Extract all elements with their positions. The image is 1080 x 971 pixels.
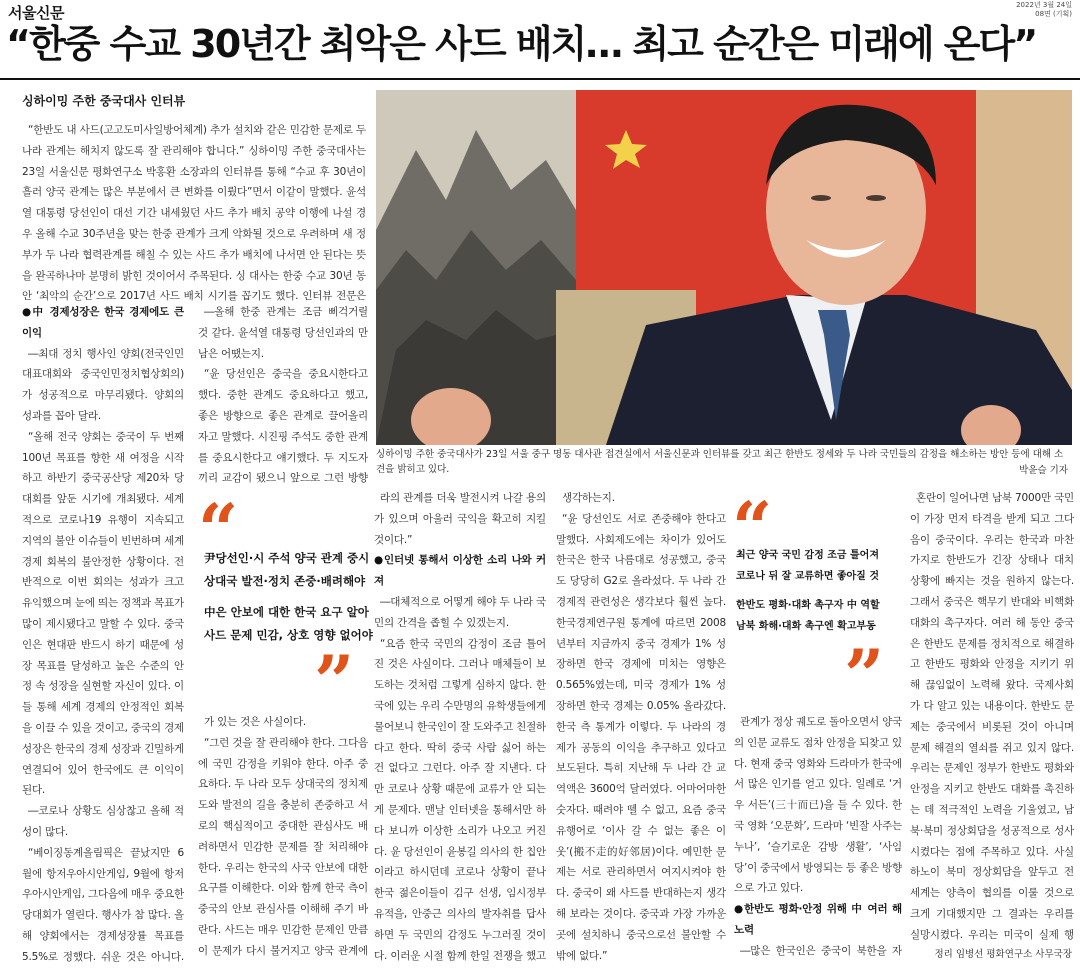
intro-paragraph xyxy=(22,120,366,310)
photo-credit: 박윤슬 기자 xyxy=(1019,465,1068,476)
byline: 정리 임병선 평화연구소 사무국장 xyxy=(934,949,1072,960)
headline: “한중 수교 30년간 최악은 사드 배치… 최고 순간은 미래에 온다” xyxy=(6,22,1037,66)
pull-quote-line: 한반도 평화·대화 촉구자 中 역할 xyxy=(736,600,880,611)
paragraph: “올해 전국 양회는 중국이 두 번째 100년 목표를 향한 새 여정을 시작하고 하반기 중국공산당 제20차 당대회를 앞둔 시기에 개최됐다. 세계적으로 코로나19 유행이 지속되고 지역의 불안 이슈들이 빈번하며 세계 경제 회복의 불안정한 상황이다. 전반적으로 이번 회의는 성과가 크고 유익했으며 눈에 띄는 정책과 목표가 많이 제시됐다고 말할 수 있다. 중국인은 현대판 반드시 하기 때문에 성장 목표를 달성하고 높은 수준의 안정 속 성장을 실현할 자신이 있다. 이들 통해 세계 경제의 안정적인 회복을 이끌 수 있을 것이고, 중국의 경제 성장은 한국의 경제 성장과 긴밀하게 연결되어 있어 한국에도 큰 이익이 된다. xyxy=(22,430,184,797)
paragraph: “요즘 한국 국민의 감정이 조금 틀어진 것은 사실이다. 그러나 매체들이 보도하는 것처럼 그렇게 심하지 않다. 한국에 있는 우리 수만명의 유학생들에게 물어보니 한국인이 잘 도와주고 친절하다고 한다. 딱히 중국 사람 싫어 하는 건 없다고 그런다. 아주 잘 지낸다. 다만 코로나 상황 때문에 교류가 안 되는 게 문제다. 맨날 인터넷을 통해서만 하다 보니까 이상한 소리가 나오고 커진다. 윤 당선인이 윤봉길 의사의 한 칩안이라고 하시던데 코로나 상황이 끝나 한국 젊은이들이 김구 선생, 임시정부 유적을, 안중근 의사의 발자취를 답사하면 두 국민의 감정도 누그러질 것이다. 이러운 시절 함께 한일 전쟁을 했고 xyxy=(374,637,546,962)
pull-quote-line: 尹당선인·시 주석 양국 관계 중시 xyxy=(204,551,370,565)
article-column-6 xyxy=(910,488,1074,944)
paragraph: “윤 당선인도 서로 존중해야 한다고 말했다. 사회제도에는 차이가 있어도 한국은 한국 나름대로 성공했고, 중국도 당당히 G2로 올라섰다. 두 나라 간 경제적 관련성은 생각보다 훨씬 높다. 한국경제연구원 통계에 따르면 2008년부터 지금까지 중국 경제가 1% 성장하면 한국 경제에 미치는 영향은 0.565%였는데, 미국 경제가 1% 성장하면 한국 경제는 0.05% 올라갔다. 한국 측 통계가 이렇다. 두 나라의 경제가 공동의 이익을 추구하고 있다고 보도된다. 특히 지난해 두 나라 간 교역액은 3600억 달러였다. 어마어마한 숫자다. 때려야 뗄 수 없고, 요즘 중국 유행어로 ‘이사 갈 수 없는 좋은 이웃’(搬不走的好邻居)이다. 예민한 문제는 서로 관리하면서 여지시켜야 한다. 중국이 왜 사드를 반대하는지 생각해 보라는 것이다. 중국과 가장 가까운 곳에 설치하니 중국으로선 불안할 수밖에 없다.” xyxy=(556,512,726,962)
intro-text: “한반도 내 사드(고고도미사일방어체계) 추가 설치와 같은 민감한 문제로 두 나라 관계는 해치지 않도록 잘 관리해야 합니다.” 싱하이밍 주한 중국대사는 23일 서울신문 평화연구소 박홍환 소장과의 인터뷰를 통해 “수교 후 30년이 흘러 양국 관계는 많은 부분에서 큰 변화를 이뤘다”면서 이같이 말했다. 윤석열 대통령 당선인이 대선 기간 내세웠던 사드 추가 배치 공약 이행에 나설 경우 올해 수교 30주년을 맞는 한중 관계가 크게 악화될 것으로 우려하며 새 정부가 두 나라 협력관계를 해칠 수 있는 사드 추가 배치에 나서면 안 된다는 뜻을 완곡하나마 분명히 밝힌 것이어서 주목된다. 싱 대사는 한중 수교 30년 동안 ‘최악의 순간’으로 2017년 사드 배치 시기를 꼽기도 했다. 인터뷰 전문은 xyxy=(22,124,366,303)
paragraph: “베이징동계올림픽은 끝났지만 6월에 항저우아시안게임, 9월에 항저우아시안게임, 그다음에 매우 중요한 당대회가 열린다. 행사가 참 많다. 올해 양회에서는 경제성장률 목표를 5.5%로 정했다. 쉬운 것은 아니다. xyxy=(22,846,184,962)
pull-quote-line: 최근 양국 국민 감정 조금 틀어져 xyxy=(736,550,879,561)
paragraph: ―대체적으로 어떻게 해야 두 나라 국민의 간격을 좁힐 수 있겠는지. xyxy=(374,595,546,629)
article-column-2-top xyxy=(198,302,368,490)
close-quote-icon: ” xyxy=(314,640,355,723)
caption-text: 싱하이밍 주한 중국대사가 23일 서울 중구 명동 대사관 접견실에서 서울신문과 인터뷰를 갖고 최근 한반도 정세와 두 나라 국민들의 감정을 해소하는 방안 등에 대해 소견을 밝히고 있다. xyxy=(376,449,1064,475)
paragraph: 라의 관계를 더욱 발전시켜 나갈 용의가 있으며 아울러 국익을 확고히 지킬 것이다.” xyxy=(374,492,546,546)
article-column-4 xyxy=(556,488,726,966)
photo-caption xyxy=(376,447,1072,481)
pull-quote-line: 사드 문제 민감, 상호 영향 없어야 xyxy=(204,628,373,642)
paragraph: ―올해 한중 관계는 조금 삐걱거릴 것 같다. 윤석열 대통령 당선인과의 만남은 어땠는지. xyxy=(198,306,368,360)
ambassador-photo xyxy=(376,90,1072,445)
article-column-2-bottom xyxy=(198,712,368,966)
article-column-1 xyxy=(22,302,184,962)
masthead: 서울신문 xyxy=(8,4,64,22)
pull-quote-text xyxy=(736,545,908,637)
open-quote-icon: “ xyxy=(198,488,239,571)
pull-quote-line: 中은 안보에 대한 한국 요구 알아 xyxy=(204,605,369,619)
subhead: 싱하이밍 주한 중국대사 인터뷰 xyxy=(22,94,186,108)
pull-quote-2 xyxy=(732,486,908,717)
article-column-5 xyxy=(734,712,902,966)
pull-quote-line: 남북 화해·대화 촉구엔 확고부동 xyxy=(736,621,876,632)
section-heading: ●한반도 평화·안정 위해 中 여러 해 노력 xyxy=(734,903,902,936)
section-heading: ●中 경제성장은 한국 경제에도 큰 이익 xyxy=(22,306,184,339)
paragraph: 생각하는지. xyxy=(562,492,615,504)
close-quote-icon: ” xyxy=(844,634,885,717)
paragraph: 가 있는 것은 사실이다. xyxy=(204,716,307,728)
paragraph: “그런 것을 잘 관리해야 한다. 그다음에 국민 감정을 키워야 한다. 아주 중요하다. 두 나라 모두 상대국의 정치제도와 발전의 길을 충분히 존중하고 서로의 핵심적이고 중대한 관심사도 배려하면서 민감한 문제를 잘 처리해야 한다. 우리는 한국의 사국 안보에 대한 요구를 이해한다. 이와 함께 한국 측이 중국의 안보 관심사를 이해해 주기 바란다. 사드는 매우 민감한 문제인 만큼 이 문제가 다시 불거지고 양국 관계에 xyxy=(198,736,368,957)
paragraph: 혼란이 일어나면 남북 7000만 국민이 가장 먼저 타격을 받게 되고 그다음이 중국이다. 우리는 한국과 마찬가지로 한반도가 긴장 상태나 대치 상황에 빠지는 것을 원하지 않는다. 그래서 중국은 핵무기 반대와 비핵화 대화의 촉구자다. 여러 해 동안 중국은 한반도 문제를 정치적으로 해결하고 한반도 평화와 안정을 지키기 위해 끊임없이 노력해 왔다. 국제사회가 다 알고 있는 내용이다. 한반도 문제는 중국에서 비롯된 것이 아니며 문제 해결의 열쇠를 쥐고 있지 않다. 우리는 문제인 정부가 한반도 평화와 안정을 지키고 한반도 대화를 촉진하는 데 적극적인 노력을 기울였고, 남북·북미 정상회담을 성공적으로 성사시켰다는 점에 주목하고 있다. 사실 하노이 북미 정상회담을 앞두고 전 세계는 양측이 협의를 이룰 것으로 크게 기대했지만 그 결과는 우리를 실망시켰다. 우리는 미국이 실제 행 xyxy=(910,492,1074,941)
paragraph: ―코로나 상황도 심상찮고 올해 적성이 많다. xyxy=(22,805,184,838)
paragraph: ―최대 정치 행사인 양회(전국인민대표대회와 중국인민정치협상회의)가 성공적으로 마무리됐다. 양회의 성과를 꼽아 달라. xyxy=(22,347,184,422)
pull-quote-line: 상대국 발전·정치 존중·배려해야 xyxy=(204,574,366,588)
paragraph: “윤 당선인은 중국을 중요시한다고 했다. 중한 관계도 중요하다고 했고, 좋은 방향으로 좋은 관계로 끌어올리자고 말했다. 시진핑 주석도 중한 관계를 중요시한다고 얘기했다. 두 지도자끼리 교감이 됐으니 앞으로 그런 방향 xyxy=(198,368,368,485)
section-heading: ●인터넷 통해서 이상한 소리 나와 커져 xyxy=(374,554,546,588)
paragraph: ―많은 한국인은 중국이 북한을 자 xyxy=(740,944,902,957)
headline-rule xyxy=(0,78,1080,80)
paragraph: 관계가 정상 궤도로 돌아오면서 양국의 인문 교류도 점차 안정을 되찾고 있다. 현재 중국 영화와 드라마가 한국에서 많은 인기를 얻고 있다. 일례로 ‘거우 서든’(三十而已)을 들 수 있다. 한국 영화 ‘오문화’, 드라마 ‘빈잘 사주는 누나’, ‘슬기로운 감방 생활’, ‘사임당’이 중국에서 방영되는 등 좋은 방향으로 가고 있다. xyxy=(734,716,902,895)
pull-quote-line: 코로나 뒤 잘 교류하면 좋아질 것 xyxy=(736,571,879,582)
open-quote-icon: “ xyxy=(732,486,773,569)
photo-illustration xyxy=(376,90,1072,445)
article-column-3 xyxy=(374,488,546,966)
dateline: 2022년 3월 24일 08면 (기획) xyxy=(1016,1,1072,18)
